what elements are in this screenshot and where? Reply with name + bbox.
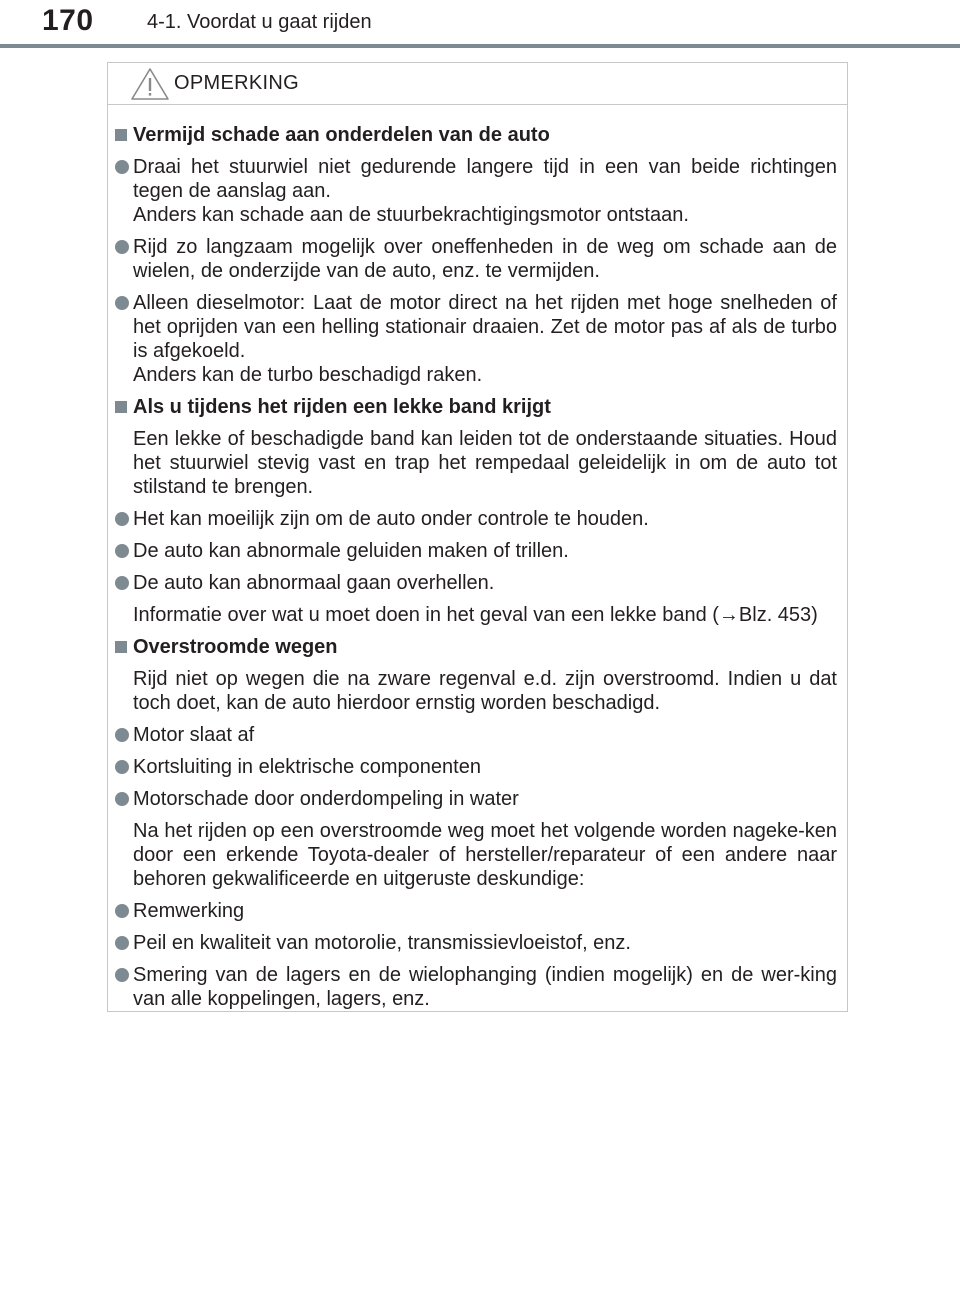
notice-header (108, 63, 847, 105)
round-bullet-icon (115, 968, 129, 982)
round-bullet-icon (115, 296, 129, 310)
notice-title: OPMERKING (174, 72, 299, 94)
list-item (115, 931, 837, 955)
round-bullet-icon (115, 728, 129, 742)
list-item (115, 571, 837, 595)
section-heading-text: Overstroomde wegen (133, 636, 338, 658)
section-heading (115, 123, 837, 147)
list-item (115, 787, 837, 811)
round-bullet-icon (115, 240, 129, 254)
round-bullet-icon (115, 792, 129, 806)
page-header (0, 0, 960, 48)
list-item-text: De auto kan abnormale geluiden maken of trillen. (133, 540, 569, 562)
section-heading (115, 635, 837, 659)
round-bullet-icon (115, 160, 129, 174)
section-intro: Een lekke of beschadigde band kan leiden tot de onderstaande situaties. Houd het stuurwiel stevig vast en trap het rempedaal geleidelijk in om de auto tot stilstand te brengen. (133, 428, 837, 498)
round-bullet-icon (115, 512, 129, 526)
round-bullet-icon (115, 576, 129, 590)
list-item-text: Peil en kwaliteit van motorolie, transmissievloeistof, enz. (133, 932, 631, 954)
list-item (115, 899, 837, 923)
list-item-text: Kortsluiting in elektrische componenten (133, 756, 481, 778)
square-bullet-icon (115, 401, 127, 413)
list-item (115, 963, 837, 1011)
list-item (115, 723, 837, 747)
square-bullet-icon (115, 641, 127, 653)
section-heading-text: Vermijd schade aan onderdelen van de auto (133, 124, 550, 146)
page-number: 170 (42, 4, 94, 37)
list-item-text: Het kan moeilijk zijn om de auto onder controle te houden. (133, 508, 649, 530)
section-heading (115, 395, 837, 419)
round-bullet-icon (115, 544, 129, 558)
section-intro: Rijd niet op wegen die na zware regenval e.d. zijn overstroomd. Indien u dat toch doet, kan de auto hierdoor ernstig worden beschadigd. (133, 668, 837, 714)
page-reference-note: Informatie over wat u moet doen in het geval van een lekke band (→Blz. 453) (133, 604, 818, 626)
list-item (115, 235, 837, 283)
section-heading-text: Als u tijdens het rijden een lekke band krijgt (133, 396, 551, 418)
list-item (115, 755, 837, 779)
warning-triangle-icon (130, 67, 170, 101)
list-item (115, 539, 837, 563)
list-item-text: Smering van de lagers en de wielophanging (indien mogelijk) en de wer-king van alle koppelingen, lagers, enz. (133, 964, 837, 1010)
square-bullet-icon (115, 129, 127, 141)
list-item-text: Alleen dieselmotor: Laat de motor direct na het rijden met hoge snelheden of het oprijden van een helling stationair draaien. Zet de motor pas af als de turbo is afgekoeld. Anders kan de turbo beschadigd raken. (133, 292, 837, 386)
list-item-text: Rijd zo langzaam mogelijk over oneffenheden in de weg om schade aan de wielen, de onderzijde van de auto, enz. te vermijden. (133, 236, 837, 282)
list-item (115, 155, 837, 227)
list-item-text: De auto kan abnormaal gaan overhellen. (133, 572, 495, 594)
round-bullet-icon (115, 936, 129, 950)
notice-content (108, 123, 847, 1019)
round-bullet-icon (115, 904, 129, 918)
list-item-text: Motor slaat af (133, 724, 255, 746)
section-paragraph: Na het rijden op een overstroomde weg moet het volgende worden nageke-ken door een erkende Toyota-dealer of hersteller/reparateur of een andere naar behoren gekwalificeerde en uitgeruste deskundige: (133, 820, 837, 890)
round-bullet-icon (115, 760, 129, 774)
list-item-text: Remwerking (133, 900, 245, 922)
list-item-text: Draai het stuurwiel niet gedurende langere tijd in een van beide richtingen tegen de aanslag aan. Anders kan schade aan de stuurbekrachtigingsmotor ontstaan. (133, 156, 837, 226)
chapter-title: 4-1. Voordat u gaat rijden (147, 11, 372, 33)
list-item (115, 507, 837, 531)
header-divider (0, 44, 960, 48)
list-item-text: Motorschade door onderdompeling in water (133, 788, 519, 810)
list-item (115, 291, 837, 387)
notice-box (107, 62, 848, 1012)
